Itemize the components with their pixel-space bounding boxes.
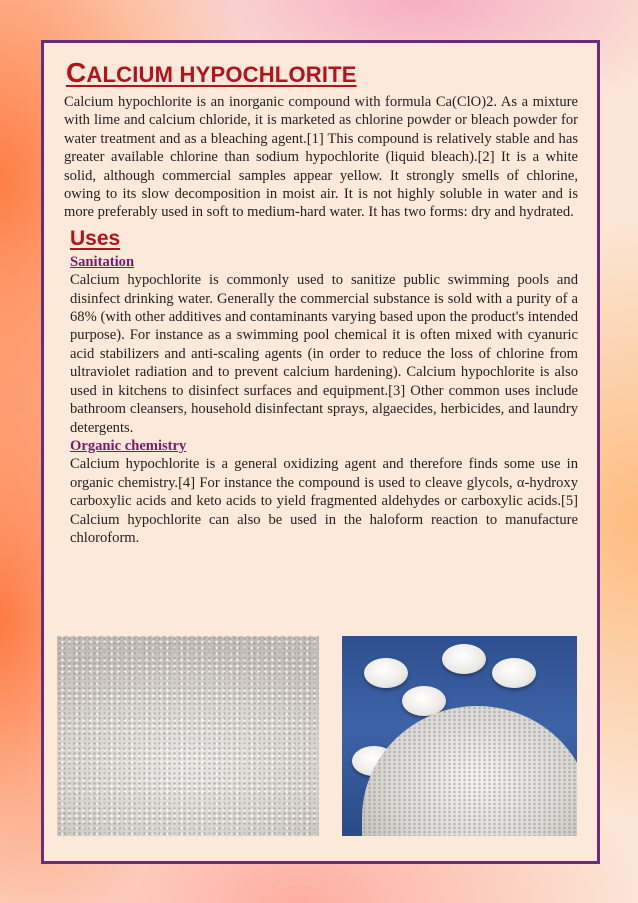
- organic-chemistry-paragraph: Calcium hypochlorite is a general oxidizing agent and therefore finds some use in organic chemistry.[4] For instance the compound is used to cleave glycols, α-hydroxy carboxylic acids and keto acids to yield fragmented aldehydes or carboxylic acids.[5] Calcium hypochlorite can also be used in the haloform reaction to manufacture chloroform.: [70, 456, 578, 546]
- tablet: [364, 658, 408, 688]
- page-title: [66, 57, 578, 89]
- granule-texture: [57, 636, 319, 836]
- sanitation-heading: Sanitation: [70, 253, 135, 270]
- photos-row: [57, 636, 577, 836]
- uses-heading: Uses: [70, 226, 121, 250]
- calcium-hypochlorite-granules-photo: [57, 636, 319, 836]
- powder-pile: [362, 706, 577, 836]
- powder-texture: [362, 706, 577, 836]
- intro-paragraph: Calcium hypochlorite is an inorganic compound with formula Ca(ClO)2. As a mixture with lime and calcium chloride, it is marketed as chlorine powder or bleach powder for water treatment and as a bleaching agent.[1] This compound is relatively stable and has greater available chlorine than sodium hypochlorite (liquid bleach).[2] It is a white solid, although commercial samples appear yellow. It strongly smells of chlorine, owing to its slow decomposition in moist air. It is not highly soluble in water and is more preferably used in soft to medium-hard water. It has two forms: dry and hydrated.: [64, 94, 578, 221]
- calcium-hypochlorite-powder-tablets-photo: [342, 636, 577, 836]
- article: [64, 57, 578, 547]
- tablet: [492, 658, 536, 688]
- title-word1: ALCIUM: [86, 62, 174, 87]
- tablet: [442, 644, 486, 674]
- organic-chemistry-heading: Organic chemistry: [70, 437, 187, 454]
- title-initial: C: [66, 57, 87, 88]
- sanitation-paragraph: Calcium hypochlorite is commonly used to sanitize public swimming pools and disinfect drinking water. Generally the commercial substance is sold with a purity of a 68% (with other additives and contaminants varying based upon the product's intended purpose). For instance as a swimming pool chemical it is often mixed with cyanuric acid stabilizers and anti-scaling agents (in order to reduce the loss of chlorine from ultraviolet radiation and to prevent calcium hardening). Calcium hypochlorite is also used in kitchens to disinfect surfaces and equipment.[3] Other common uses include bathroom cleansers, household disinfectant sprays, algaecides, herbicides, and laundry detergents.: [70, 272, 578, 436]
- title-word2: HYPOCHLORITE: [179, 62, 357, 87]
